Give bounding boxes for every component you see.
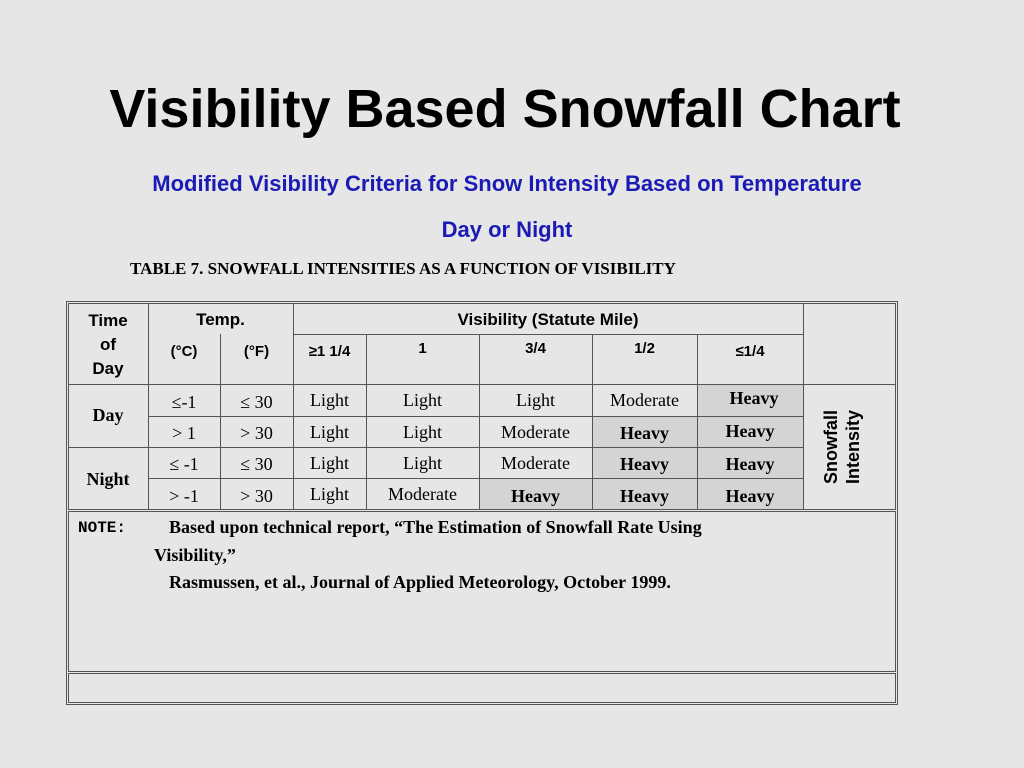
cell-intensity: Light xyxy=(403,422,442,442)
cell-intensity: Light xyxy=(310,422,349,442)
cell-intensity: Moderate xyxy=(501,453,570,473)
cell-intensity: Heavy xyxy=(729,388,779,408)
side-label-line-2: Intensity xyxy=(843,409,864,485)
header-temp: Temp. xyxy=(196,309,245,329)
header-time-word: Time xyxy=(88,311,128,330)
header-time-of-day xyxy=(68,306,148,384)
header-vis-col: 3/4 xyxy=(525,339,546,357)
cell-temp-f: ≤ 30 xyxy=(240,453,273,474)
cell-temp-c: > -1 xyxy=(169,485,199,506)
header-fahrenheit: (°F) xyxy=(243,342,270,360)
row-label-day: Day xyxy=(92,404,124,425)
snowfall-intensity-label xyxy=(812,386,872,508)
slide-title: Visibility Based Snowfall Chart xyxy=(109,79,901,139)
cell-intensity: Moderate xyxy=(501,422,570,442)
header-vis-col: ≥1 1/4 xyxy=(308,342,351,360)
cell-intensity: Moderate xyxy=(388,484,457,504)
note-line-1: Based upon technical report, “The Estimation of Snowfall Rate Using xyxy=(169,517,702,537)
header-of-word: of xyxy=(99,335,117,354)
cell-intensity: Heavy xyxy=(511,486,560,506)
cell-intensity: Heavy xyxy=(620,454,669,474)
cell-intensity: Heavy xyxy=(620,423,669,443)
cell-intensity: Light xyxy=(403,453,442,473)
header-celsius: (°C) xyxy=(170,342,198,360)
header-vis-col: 1 xyxy=(418,339,427,357)
row-label-night: Night xyxy=(86,468,130,489)
cell-temp-c: > 1 xyxy=(172,422,196,443)
footer-box xyxy=(68,673,896,703)
subtitle-line-1: Modified Visibility Criteria for Snow Intensity Based on Temperature xyxy=(152,171,862,196)
header-day-word: Day xyxy=(92,359,124,378)
cell-temp-c: ≤-1 xyxy=(171,391,197,412)
header-vis-col: ≤1/4 xyxy=(735,342,765,360)
note-line-3: Rasmussen, et al., Journal of Applied Meteorology, October 1999. xyxy=(169,572,671,592)
cell-intensity: Heavy xyxy=(725,454,775,474)
subtitle-line-2: Day or Night xyxy=(441,217,573,242)
cell-intensity: Light xyxy=(310,453,349,473)
header-visibility: Visibility (Statute Mile) xyxy=(457,309,639,329)
header-vis-col: 1/2 xyxy=(634,339,655,357)
cell-intensity: Light xyxy=(310,484,349,504)
cell-temp-c: ≤ -1 xyxy=(169,453,199,474)
table-caption: TABLE 7. SNOWFALL INTENSITIES AS A FUNCTION OF VISIBILITY xyxy=(130,259,676,278)
note-label: NOTE: xyxy=(78,519,127,537)
side-label-line-1: Snowfall xyxy=(821,409,842,485)
cell-intensity: Heavy xyxy=(620,486,669,506)
cell-temp-f: ≤ 30 xyxy=(240,391,273,412)
cell-intensity: Heavy xyxy=(725,421,775,441)
cell-intensity: Light xyxy=(516,390,555,410)
cell-intensity: Light xyxy=(403,390,442,410)
cell-intensity: Heavy xyxy=(725,486,775,506)
cell-intensity: Moderate xyxy=(610,390,679,410)
cell-intensity: Light xyxy=(310,390,349,410)
note-line-2: Visibility,” xyxy=(154,545,236,565)
cell-temp-f: > 30 xyxy=(240,422,273,443)
cell-temp-f: > 30 xyxy=(240,485,273,506)
